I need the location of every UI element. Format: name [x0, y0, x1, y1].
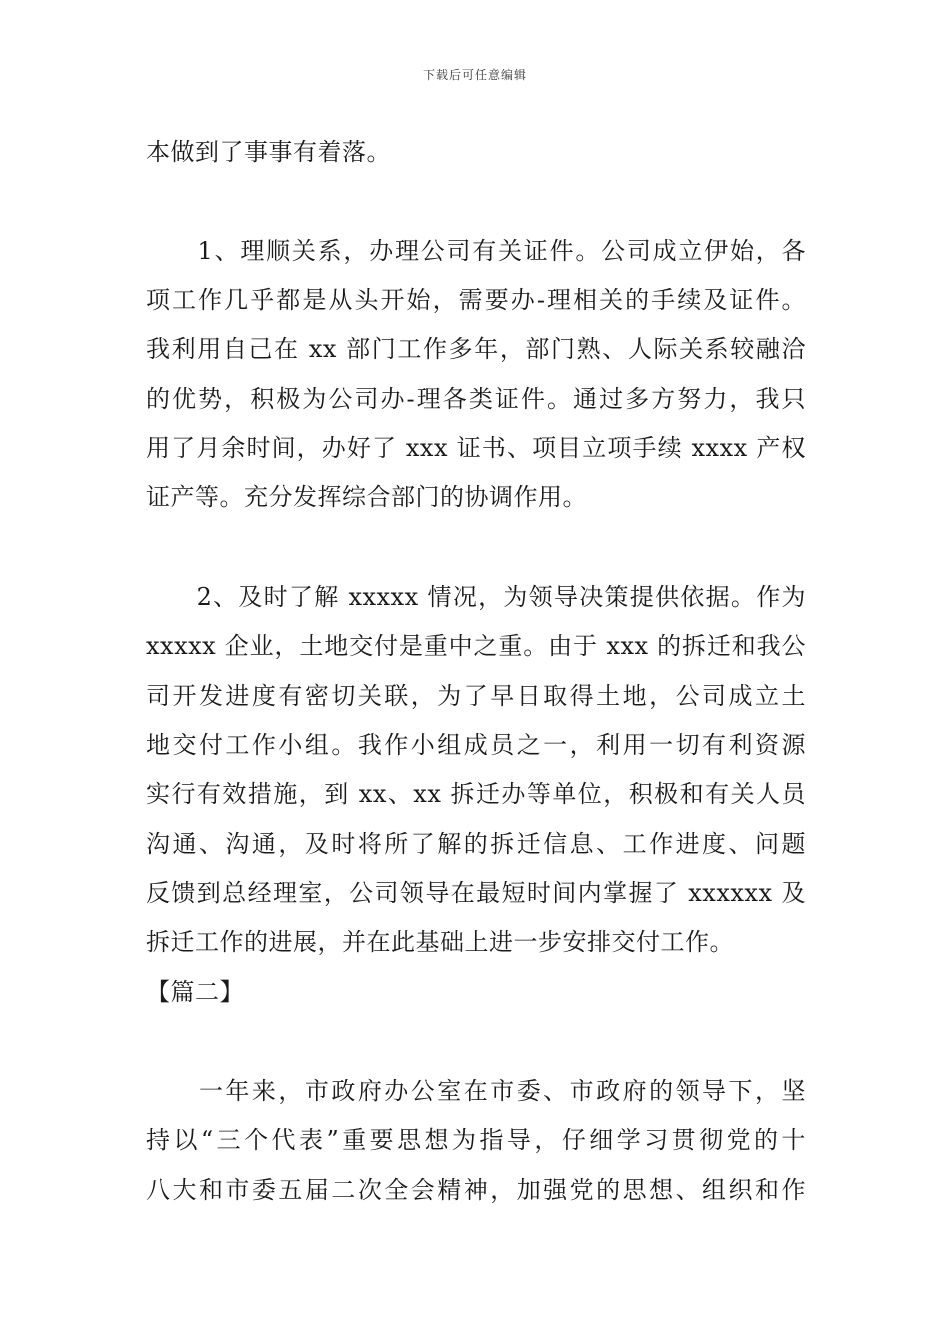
- text-line: 本做到了事事有着落。: [146, 138, 391, 166]
- text-line: 沟通、沟通，及时将所了解的拆迁信息、工作进度、问题: [146, 830, 806, 858]
- text-line: xxxxx 企业，土地交付是重中之重。由于 xxx 的拆迁和我公: [146, 632, 806, 660]
- text-line: 持以“三个代表”重要思想为指导，仔细学习贯彻党的十: [146, 1126, 806, 1154]
- text-line: 地交付工作小组。我作小组成员之一，利用一切有利资源: [146, 731, 806, 759]
- text-line: 的优势，积极为公司办-理各类证件。通过多方努力，我只: [146, 385, 806, 413]
- text-line: 司开发进度有密切关联，为了早日取得土地，公司成立土: [146, 682, 806, 710]
- text-line: 项工作几乎都是从头开始，需要办-理相关的手续及证件。: [146, 286, 806, 314]
- text-line: 一年来，市政府办公室在市委、市政府的领导下，坚: [146, 1077, 806, 1105]
- text-line: 实行有效措施，到 xx、xx 拆迁办等单位，积极和有关人员: [146, 780, 806, 808]
- text-line: 用了月余时间，办好了 xxx 证书、项目立项手续 xxxx 产权: [146, 434, 806, 462]
- text-line: 我利用自己在 xx 部门工作多年，部门熟、人际关系较融洽: [146, 335, 806, 363]
- text-line: 1、理顺关系，办理公司有关证件。公司成立伊始，各: [146, 237, 806, 265]
- text-line: 2、及时了解 xxxxx 情况，为领导决策提供依据。作为: [146, 583, 806, 611]
- text-line: 八大和市委五届二次全会精神，加强党的思想、组织和作: [146, 1176, 806, 1204]
- text-line: 反馈到总经理室，公司领导在最短时间内掌握了 xxxxxx 及: [146, 879, 806, 907]
- section-heading: 【篇二】: [146, 978, 244, 1006]
- page-header: 下载后可任意编辑: [422, 68, 527, 82]
- text-line: 拆迁工作的进展，并在此基础上进一步安排交付工作。: [146, 928, 734, 956]
- text-line: 证产等。充分发挥综合部门的协调作用。: [146, 483, 587, 511]
